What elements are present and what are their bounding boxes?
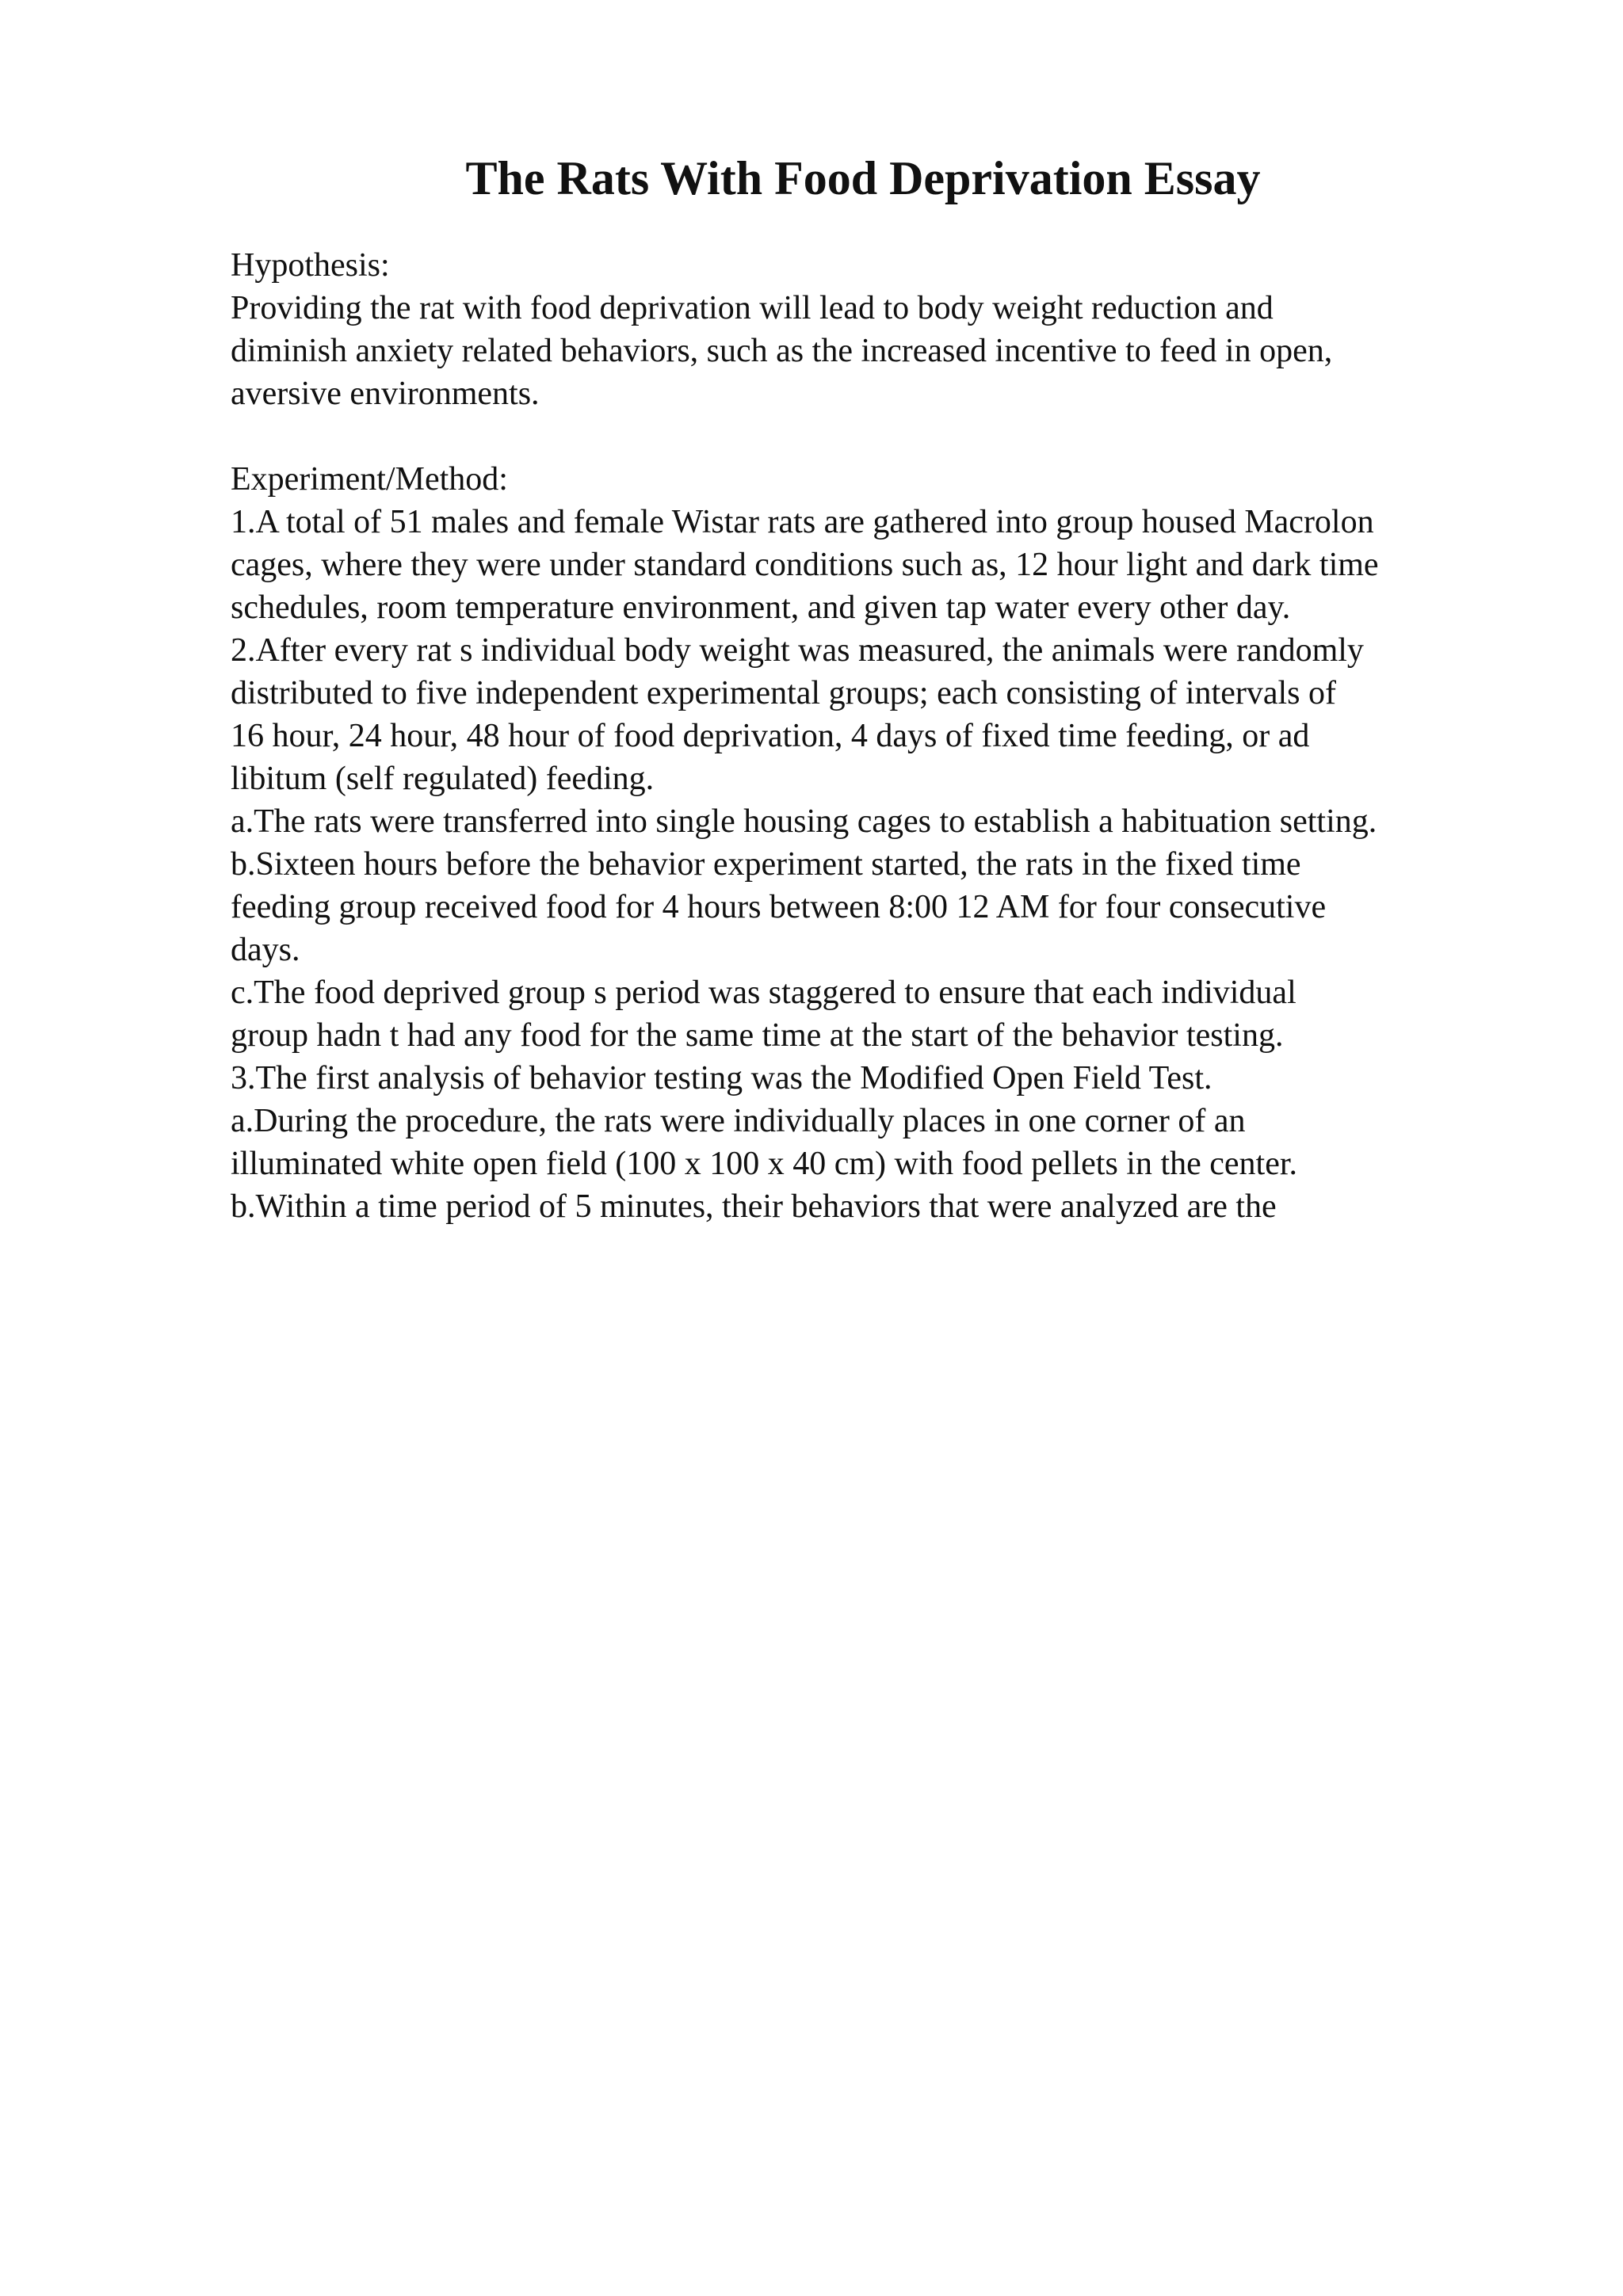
method-heading: Experiment/Method:	[231, 461, 508, 498]
method-line: 2.After every rat s individual body weight was measured, the animals were randomly	[231, 632, 1364, 669]
method-line: group hadn t had any food for the same time at the start of the behavior testing.	[231, 1017, 1284, 1054]
hypothesis-line: aversive environments.	[231, 376, 540, 412]
method-line: a.The rats were transferred into single housing cages to establish a habituation setting.	[231, 803, 1377, 840]
method-line: 3.The first analysis of behavior testing was the Modified Open Field Test.	[231, 1060, 1212, 1097]
method-line: illuminated white open field (100 x 100 x 40 cm) with food pellets in the center.	[231, 1146, 1298, 1182]
method-line: a.During the procedure, the rats were individually places in one corner of an	[231, 1103, 1246, 1139]
method-section	[231, 458, 1594, 1228]
hypothesis-heading: Hypothesis:	[231, 247, 390, 284]
method-line: 16 hour, 24 hour, 48 hour of food deprivation, 4 days of fixed time feeding, or ad	[231, 718, 1310, 754]
method-line: feeding group received food for 4 hours between 8:00 12 AM for four consecutive	[231, 889, 1327, 925]
hypothesis-line: diminish anxiety related behaviors, such as the increased incentive to feed in open,	[231, 333, 1333, 369]
method-line: days.	[231, 932, 300, 968]
method-line: distributed to five independent experimental groups; each consisting of intervals of	[231, 675, 1336, 711]
method-line: libitum (self regulated) feeding.	[231, 761, 655, 797]
method-line: schedules, room temperature environment, and given tap water every other day.	[231, 589, 1291, 626]
method-line: cages, where they were under standard conditions such as, 12 hour light and dark time	[231, 547, 1379, 583]
hypothesis-section	[231, 244, 1594, 415]
hypothesis-line: Providing the rat with food deprivation will lead to body weight reduction and	[231, 290, 1274, 326]
method-line: 1.A total of 51 males and female Wistar rats are gathered into group housed Macrolon	[231, 504, 1374, 540]
method-line: b.Sixteen hours before the behavior experiment started, the rats in the fixed time	[231, 846, 1301, 883]
document-title: The Rats With Food Deprivation Essay	[465, 152, 1261, 204]
document-body	[231, 244, 1594, 1228]
method-line: c.The food deprived group s period was staggered to ensure that each individual	[231, 974, 1296, 1011]
method-line: b.Within a time period of 5 minutes, their behaviors that were analyzed are the	[231, 1188, 1277, 1225]
